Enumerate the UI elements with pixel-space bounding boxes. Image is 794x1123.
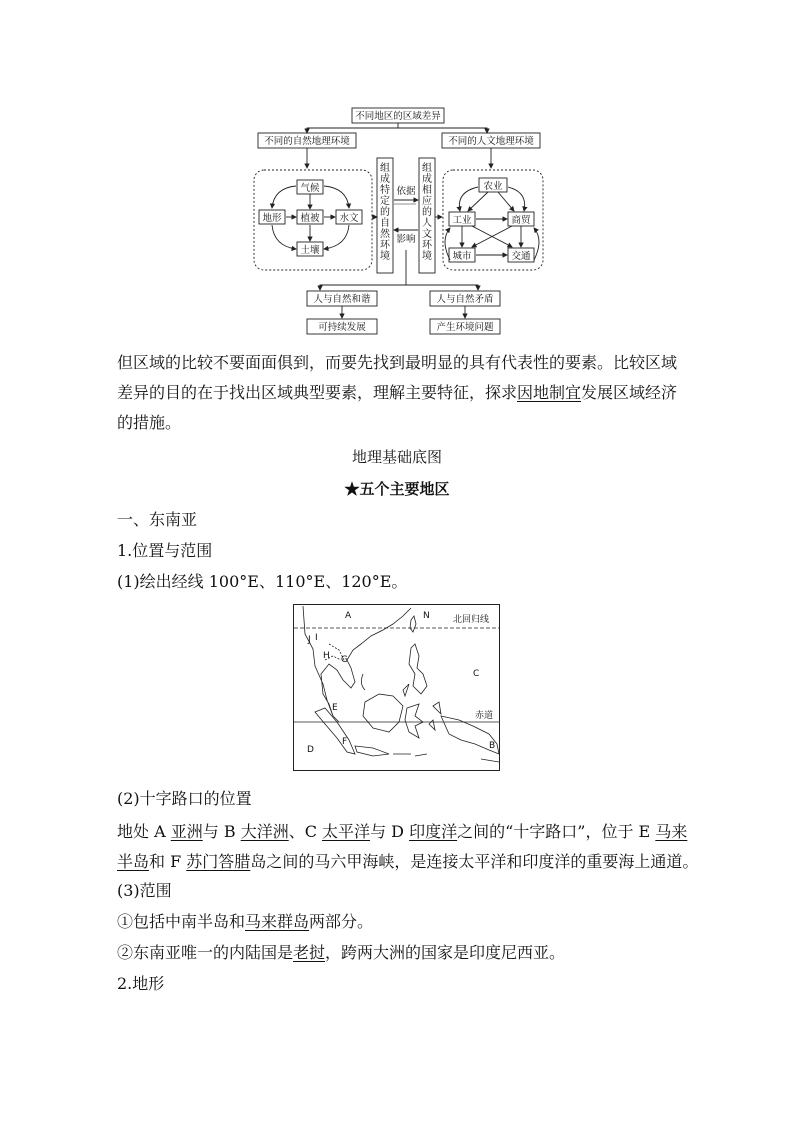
sumatra-island [315,708,355,754]
human-compose-label: 组成相应的人文环境 [422,163,432,262]
map-label-f: F [342,737,348,747]
commerce-label: 商贸 [511,215,531,226]
tropic-label: 北回归线 [453,615,490,625]
city-label: 城市 [452,251,472,262]
indian-ocean-term: 印度洋 [409,822,458,841]
range1-text-1: ①包括中南半岛和 [117,912,246,931]
southeast-asia-map [293,604,500,771]
cross-text-3: 、C [288,822,323,841]
philippines-islands [409,644,427,694]
map-label-d: D [307,745,314,755]
laos-term: 老挝 [293,943,326,962]
industry-label: 工业 [452,215,472,226]
crossroad-line-1 [117,817,688,847]
item-range: (3)范围 [117,881,172,900]
java-island [355,746,389,756]
map-frame [294,605,500,771]
top-box-label: 不同地区的区域差异 [355,111,441,122]
sustainable-label: 可持续发展 [318,322,366,333]
climate-label: 气候 [300,183,320,194]
sumatra-term: 苏门答腊 [186,852,251,871]
map-label-j: J [308,635,311,645]
item-crossroad: (2)十字路口的位置 [117,789,252,808]
map-label-b: B [489,741,496,751]
map-label-i: I [315,633,318,643]
conflict-label: 人与自然矛盾 [436,294,494,305]
crossroad-paragraph [117,817,699,877]
range-item-1 [117,911,373,933]
comparison-paragraph [117,348,682,438]
malay-term-1: 马来 [655,822,688,841]
borneo-island [363,694,403,732]
map-label-e: E [332,703,338,713]
harmony-label: 人与自然和谐 [313,294,371,305]
crossroad-line-2 [117,847,699,877]
natural-compose-label: 组成特定的自然环境 [380,163,390,262]
range-item-2 [117,942,565,964]
range1-text-2: 两部分。 [309,912,374,931]
taiwan-island [410,616,416,632]
pacific-term: 太平洋 [322,822,371,841]
region-difference-diagram [250,100,550,345]
heading-base-map: 地理基础底图 [351,448,442,466]
cross-text-1: 地处 A [117,822,171,841]
asia-term: 亚洲 [170,822,203,841]
cross-text-2: 与 B [202,822,241,841]
underlined-term: 因地制宜 [517,383,582,402]
human-env-label: 不同的人文地理环境 [448,136,534,147]
mainland-coast [303,606,411,722]
cross-text-6: 和 F [149,852,187,871]
paragraph-line-2-text: 差异的目的在于找出区域典型要素，理解主要特征，探求 [117,383,518,402]
range2-text-1: ②东南亚唯一的内陆国是 [117,943,294,962]
malay-archipelago-term: 马来群岛 [245,912,310,931]
paragraph-line-2-end: 发展区域经济 [581,383,678,402]
range2-text-2: ，跨两大洲的国家是印度尼西亚。 [325,943,566,962]
hydrology-label: 水文 [339,213,359,224]
cross-text-7: 岛之间的马六甲海峡，是连接太平洋和印度洋的重要海上通道。 [250,852,699,871]
map-label-h: H [323,651,330,661]
paragraph-line-1: 但区域的比较不要面面俱到，而要先找到最明显的具有代表性的要素。比较区域 [117,353,678,372]
basis-label: 依据 [396,186,416,197]
item-draw-meridians: (1)绘出经线 100°E、110°E、120°E。 [117,572,408,591]
subsection-terrain: 2.地形 [117,974,165,993]
transport-label: 交通 [511,251,531,262]
influence-label: 影响 [396,234,416,245]
soil-label: 土壤 [300,245,320,256]
malay-term-2: 半岛 [117,852,150,871]
sulawesi-island [405,704,423,738]
cross-text-5: 之间的“十字路口”，位于 E [457,822,656,841]
section-southeast-asia: 一、东南亚 [117,510,198,529]
paragraph-line-2 [117,378,682,408]
natural-env-label: 不同的自然地理环境 [264,136,350,147]
agriculture-label: 农业 [483,181,503,192]
map-label-a: A [345,611,352,621]
map-label-g: G [341,655,348,665]
equator-label: 赤道 [475,711,494,721]
cross-text-4: 与 D [370,822,410,841]
paragraph-line-3: 的措施。 [117,413,182,432]
map-label-c: C [473,669,480,679]
env-problem-label: 产生环境问题 [436,322,494,333]
subsection-location: 1.位置与范围 [117,541,213,560]
vegetation-label: 植被 [300,213,320,224]
heading-five-regions: ★五个主要地区 [344,480,450,498]
terrain-label: 地形 [262,213,282,224]
oceania-term: 大洋洲 [240,822,289,841]
map-label-n: N [423,611,430,621]
